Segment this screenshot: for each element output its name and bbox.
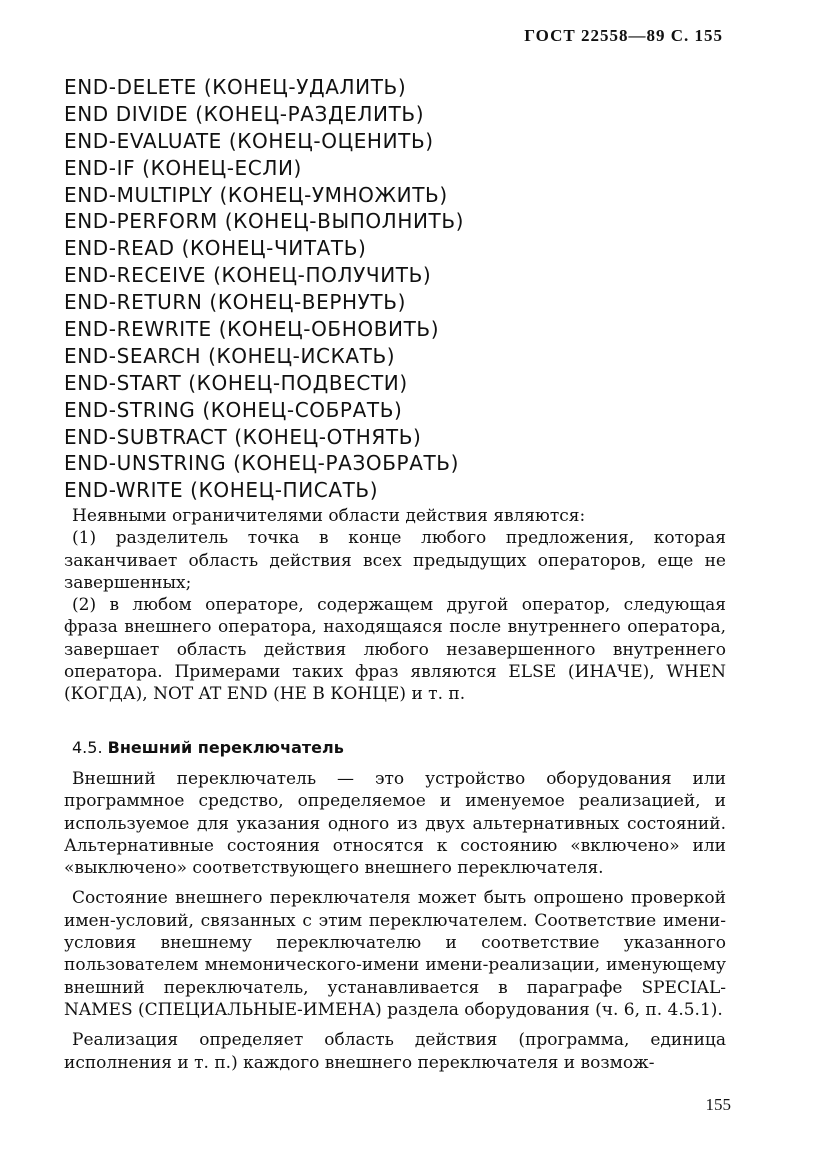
terminator-list — [64, 74, 464, 504]
list-item: END-MULTIPLY (КОНЕЦ-УМНОЖИТЬ) — [64, 182, 448, 207]
paragraph-2: Состояние внешнего переключателя может быть опрошено проверкой имен-условий, связанных с этим переключателем. Соответствие имени-условия внешнему переключателю и соответствие указанного пользователем мнемонического-имени имени-реализации, именующему внешний переключатель, устанавливается в параграфе SPECIAL-NAMES (СПЕЦИАЛЬНЫЕ-ИМЕНА) раздела оборудования (ч. 6, п. 4.5.1). — [64, 888, 726, 1020]
list-item: END-WRITE (КОНЕЦ-ПИСАТЬ) — [64, 478, 379, 503]
implicit-item-1: (1) разделитель точка в конце любого предложения, которая заканчивает область действия всех предыдущих операторов, еще не завершенных; — [64, 528, 726, 593]
list-item: END-EVALUATE (КОНЕЦ-ОЦЕНИТЬ) — [64, 128, 434, 153]
list-item: END-SEARCH (КОНЕЦ-ИСКАТЬ) — [64, 343, 396, 368]
section-number: 4.5. — [72, 738, 103, 757]
section-heading — [72, 738, 344, 757]
implicit-terminators-block — [64, 505, 726, 706]
list-item: END-START (КОНЕЦ-ПОДВЕСТИ) — [64, 370, 408, 395]
list-item: END-SUBTRACT (КОНЕЦ-ОТНЯТЬ) — [64, 424, 422, 449]
list-item: END-DELETE (КОНЕЦ-УДАЛИТЬ) — [64, 75, 407, 99]
list-item: END-REWRITE (КОНЕЦ-ОБНОВИТЬ) — [64, 317, 440, 342]
paragraph-1: Внешний переключатель — это устройство оборудования или программное средство, определяемое и именуемое реализацией, и используемое для указания одного из двух альтернативных состояний. Альтернативные состояния относятся к состоянию «включено» или «выключено» соответствующего внешнего переключателя. — [64, 769, 726, 879]
list-item: END-READ (КОНЕЦ-ЧИТАТЬ) — [64, 236, 367, 261]
running-header: ГОСТ 22558—89 С. 155 — [524, 26, 723, 45]
list-item: END-STRING (КОНЕЦ-СОБРАТЬ) — [64, 397, 403, 422]
list-item: END DIVIDE (КОНЕЦ-РАЗДЕЛИТЬ) — [64, 101, 425, 126]
list-item: END-IF (КОНЕЦ-ЕСЛИ) — [64, 155, 302, 180]
section-body — [64, 768, 726, 1074]
list-item: END-RETURN (КОНЕЦ-ВЕРНУТЬ) — [64, 290, 406, 315]
implicit-intro: Неявными ограничителями области действия являются: — [72, 506, 586, 526]
implicit-item-2: (2) в любом операторе, содержащем другой оператор, следующая фраза внешнего оператора, находящаяся после внутреннего оператора, завершает область действия любого незавершенного внутреннего оператора. Примерами таких фраз являются ELSE (ИНАЧЕ), WHEN (КОГДА), NOT AT END (НЕ В КОНЦЕ) и т. п. — [64, 595, 726, 705]
list-item: END-UNSTRING (КОНЕЦ-РАЗОБРАТЬ) — [64, 451, 460, 476]
list-item: END-RECEIVE (КОНЕЦ-ПОЛУЧИТЬ) — [64, 263, 432, 288]
paragraph-3: Реализация определяет область действия (программа, единица исполнения и т. п.) каждого внешнего переключателя и возмож- — [64, 1030, 726, 1073]
section-title: Внешний переключатель — [107, 738, 344, 757]
page-number: 155 — [705, 1095, 731, 1114]
list-item: END-PERFORM (КОНЕЦ-ВЫПОЛНИТЬ) — [64, 209, 465, 234]
